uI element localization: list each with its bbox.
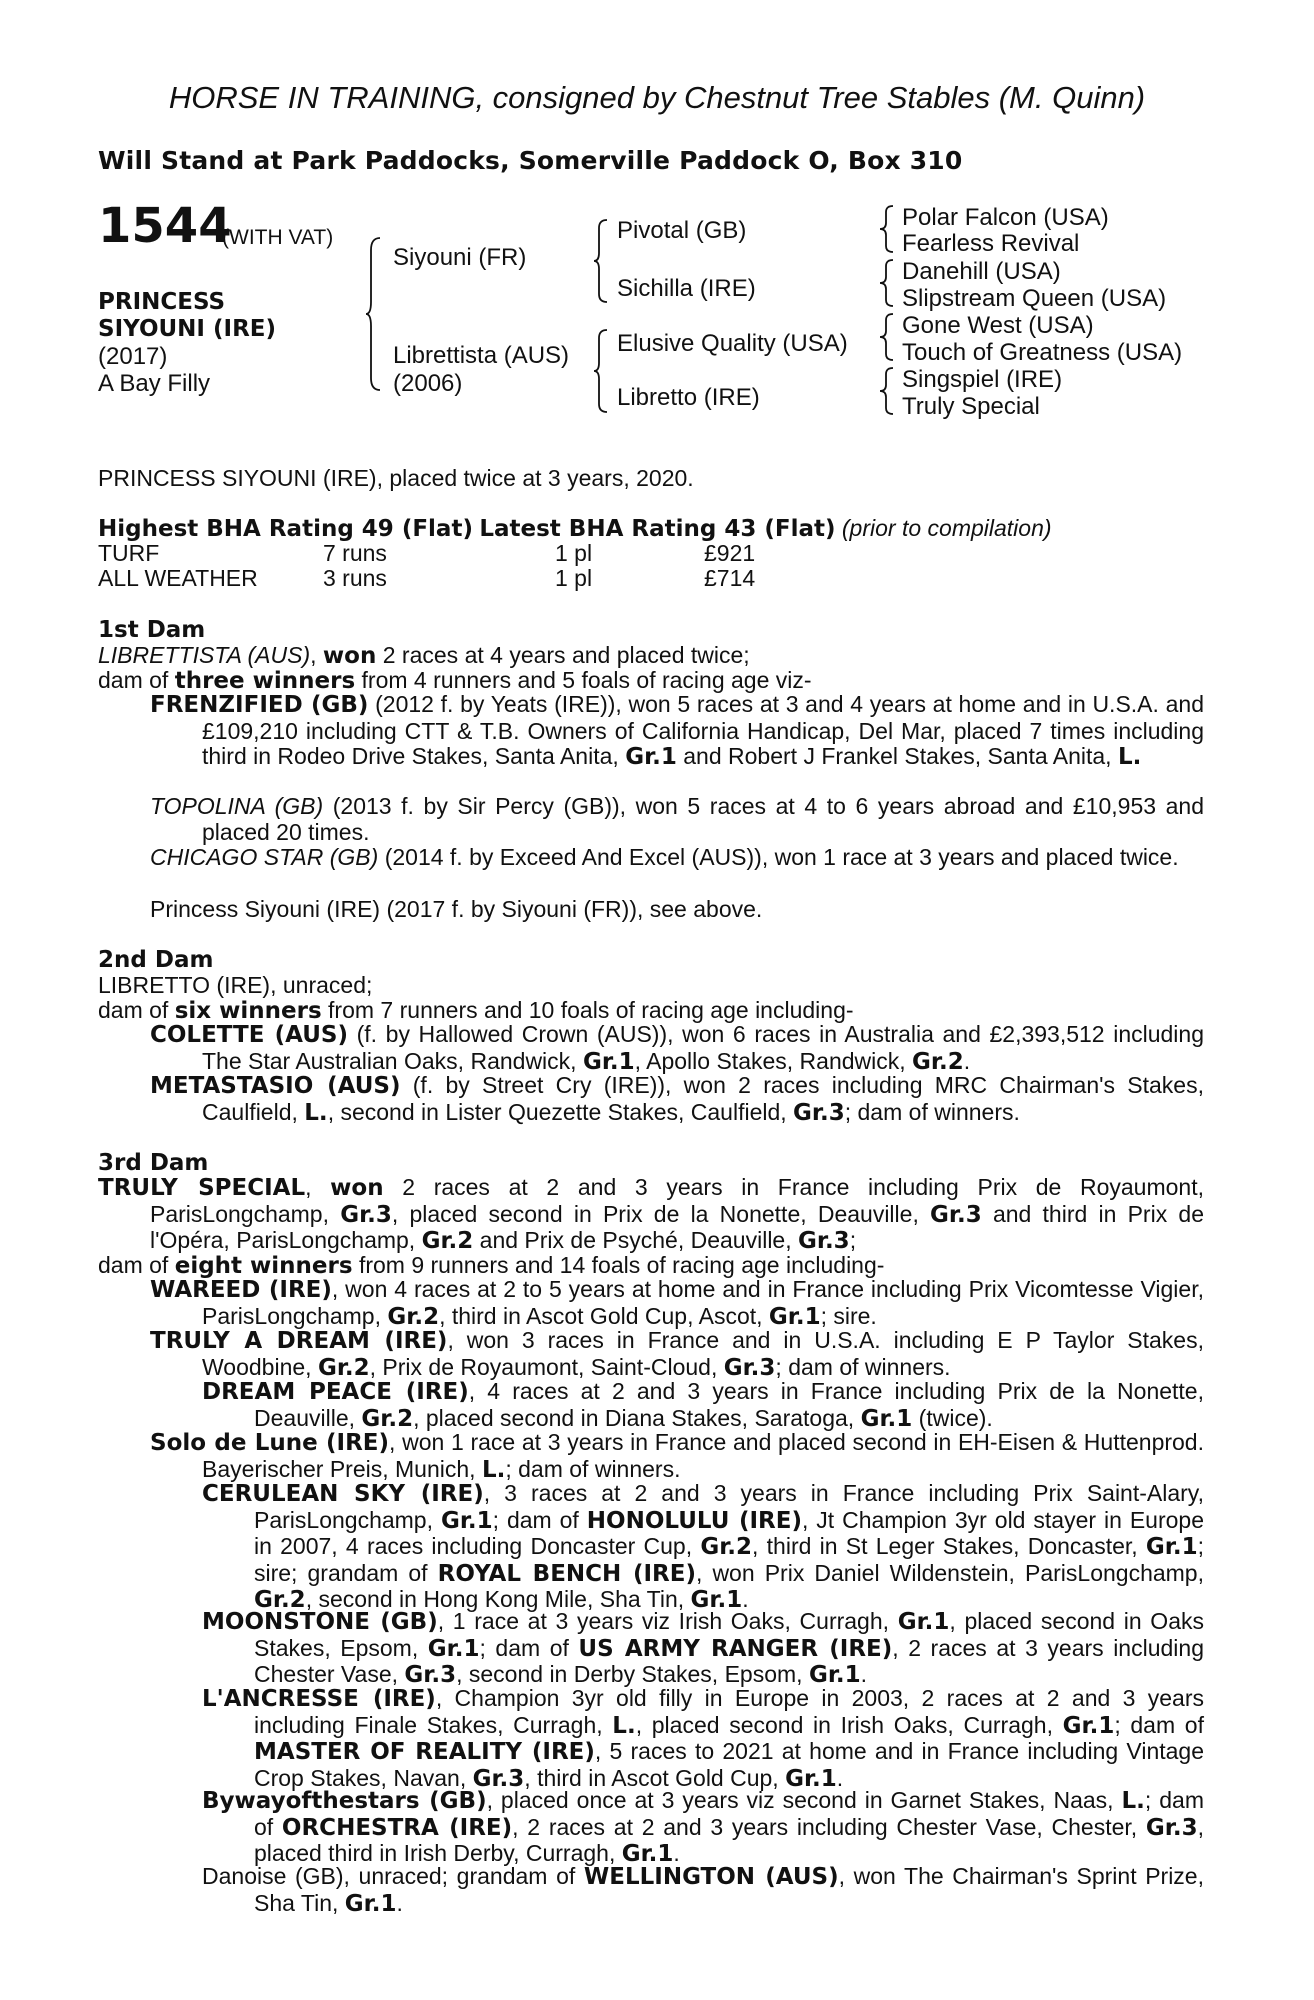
produce-text: Danoise (GB), unraced; grandam of bbox=[202, 1863, 584, 1889]
pedigree-dam-sire: Elusive Quality (USA) bbox=[617, 330, 848, 357]
dam1-won: won bbox=[322, 643, 377, 669]
record-earnings-turf: £921 bbox=[704, 540, 756, 566]
pedigree-g5: Gone West (USA) bbox=[902, 312, 1094, 339]
produce-text: ; dam of bbox=[479, 1634, 579, 1661]
dam3-produce-dream-peace bbox=[202, 1379, 1204, 1432]
grade-label: Gr.1 bbox=[440, 1507, 493, 1534]
pedigree-g7: Singspiel (IRE) bbox=[902, 366, 1063, 393]
produce-text: , third in Ascot Gold Cup, bbox=[524, 1764, 786, 1791]
page-title: HORSE IN TRAINING, consigned by Chestnut Tree Stables (M. Quinn) bbox=[168, 80, 1146, 115]
produce-text: . bbox=[836, 1764, 844, 1791]
produce-text: ; dam of bbox=[1114, 1711, 1204, 1738]
grade-label: L. bbox=[1121, 1788, 1145, 1814]
pedigree-g8: Truly Special bbox=[902, 393, 1040, 420]
grade-label: Gr.1 bbox=[897, 1609, 950, 1635]
rating-note: (prior to compilation) bbox=[841, 515, 1052, 541]
dam1-line2-rest: from 4 runners and 5 foals of racing age viz- bbox=[355, 667, 812, 693]
pedigree-brace-g1 bbox=[880, 204, 896, 254]
produce-name: WELLINGTON (AUS) bbox=[583, 1864, 839, 1890]
produce-text: ; sire; grandam of bbox=[254, 1533, 1204, 1586]
produce-text: , Prix de Royaumont, Saint-Cloud, bbox=[369, 1353, 724, 1380]
produce-name: US ARMY RANGER (IRE) bbox=[578, 1635, 893, 1662]
grade-label: L. bbox=[481, 1456, 506, 1483]
dam2-winners: six winners bbox=[174, 998, 322, 1024]
dam1-heading: 1st Dam bbox=[98, 617, 206, 643]
dam1-winners: three winners bbox=[174, 668, 356, 694]
record-surface-aw: ALL WEATHER bbox=[98, 565, 258, 591]
produce-text: and Robert J Frankel Stakes, Santa Anita, bbox=[676, 743, 1118, 769]
dam2-dam-of: dam of bbox=[98, 997, 175, 1023]
grade-label: Gr.3 bbox=[340, 1201, 392, 1228]
produce-name: Solo de Lune (IRE) bbox=[150, 1430, 390, 1456]
produce-text: , placed third in Irish Derby, Curragh, bbox=[254, 1813, 1204, 1866]
grade-label: Gr.3 bbox=[793, 1099, 845, 1126]
grade-label: Gr.1 bbox=[1145, 1534, 1198, 1560]
produce-text: , placed once at 3 years viz second in Garnet Stakes, Naas, bbox=[486, 1787, 1122, 1813]
grade-label: Gr.3 bbox=[404, 1662, 457, 1688]
pedigree-brace-main bbox=[366, 236, 384, 392]
grade-label: Gr.1 bbox=[621, 1841, 674, 1867]
horse-description: A Bay Filly bbox=[98, 370, 211, 397]
produce-name: METASTASIO (AUS) bbox=[150, 1073, 401, 1099]
dam2-heading: 2nd Dam bbox=[98, 947, 214, 973]
pedigree-g4: Slipstream Queen (USA) bbox=[902, 285, 1167, 312]
produce-name: TRULY A DREAM (IRE) bbox=[150, 1328, 448, 1354]
dam3-produce-bywayofthestars bbox=[202, 1788, 1204, 1868]
produce-text: , second in Derby Stakes, Epsom, bbox=[456, 1661, 809, 1687]
pedigree-sire-sire: Pivotal (GB) bbox=[617, 217, 747, 244]
produce-text: , won 4 races at 2 to 5 years at home and in France including Prix Vicomtesse Vigier, ParisLongchamp, bbox=[202, 1276, 1204, 1329]
dam3-text: 2 races at 2 and 3 years in France including Prix de Royaumont, ParisLongchamp, bbox=[150, 1174, 1204, 1227]
record-runs-aw: 3 runs bbox=[323, 565, 387, 591]
dam2-produce-colette bbox=[150, 1022, 1204, 1075]
grade-label: Gr.1 bbox=[860, 1405, 913, 1432]
dam1-dam-of: dam of bbox=[98, 667, 175, 693]
rating-latest: Latest BHA Rating 43 (Flat) bbox=[479, 516, 836, 542]
dam3-heading: 3rd Dam bbox=[98, 1150, 209, 1176]
dam1-produce-chicago bbox=[150, 845, 1204, 871]
produce-name: MASTER OF REALITY (IRE) bbox=[254, 1739, 595, 1765]
dam3-text: ; bbox=[849, 1227, 857, 1253]
record-placed-aw: 1 pl bbox=[555, 565, 593, 591]
horse-name-line1: PRINCESS bbox=[98, 289, 226, 315]
produce-text: . bbox=[963, 1047, 971, 1074]
dam2-produce-metastasio bbox=[150, 1073, 1204, 1126]
pedigree-dam-dam: Libretto (IRE) bbox=[617, 384, 760, 411]
dam3-text: , placed second in Prix de la Nonette, Deauville, bbox=[391, 1200, 931, 1227]
pedigree-brace-dam bbox=[594, 328, 610, 414]
produce-name: Bywayofthestars (GB) bbox=[202, 1788, 487, 1814]
rating-line bbox=[98, 515, 1052, 542]
grade-label: Gr.3 bbox=[930, 1201, 982, 1228]
produce-text: , won The Chairman's Sprint Prize, Sha Tin, bbox=[254, 1863, 1204, 1916]
produce-name: WAREED (IRE) bbox=[150, 1277, 332, 1303]
produce-text: , placed second in Oaks Stakes, Epsom, bbox=[254, 1608, 1204, 1661]
grade-label: Gr.3 bbox=[1145, 1814, 1198, 1841]
dam3-winners: eight winners bbox=[174, 1253, 353, 1279]
produce-name: L'ANCRESSE (IRE) bbox=[202, 1686, 436, 1712]
produce-text: , 2 races at 2 and 3 years including Chester Vase, Chester, bbox=[512, 1813, 1146, 1840]
produce-text: ; sire. bbox=[820, 1302, 877, 1329]
dam3-produce-moonstone bbox=[202, 1609, 1204, 1689]
dam3-produce-lancresse bbox=[202, 1686, 1204, 1792]
pedigree-g3: Danehill (USA) bbox=[902, 258, 1061, 285]
grade-label: Gr.1 bbox=[344, 1890, 397, 1917]
dam1-line1-rest: 2 races at 4 years and placed twice; bbox=[376, 642, 750, 668]
grade-label: Gr.2 bbox=[912, 1048, 964, 1075]
grade-label: Gr.2 bbox=[700, 1534, 753, 1560]
grade-label: Gr.1 bbox=[690, 1587, 743, 1613]
grade-label: Gr.1 bbox=[785, 1765, 837, 1792]
produce-text: . bbox=[742, 1586, 749, 1612]
performance-summary: PRINCESS SIYOUNI (IRE), placed twice at 3 years, 2020. bbox=[98, 465, 694, 491]
record-placed-turf: 1 pl bbox=[555, 540, 593, 566]
produce-name: CHICAGO STAR (GB) bbox=[150, 844, 379, 870]
produce-text: ; dam of winners. bbox=[775, 1353, 951, 1380]
produce-text: (f. by Street Cry (IRE)), won 2 races including MRC Chairman's Stakes, Caulfield, bbox=[202, 1072, 1204, 1125]
record-runs-turf: 7 runs bbox=[323, 540, 387, 566]
produce-text: . bbox=[673, 1840, 680, 1866]
produce-text: , 3 races at 2 and 3 years in France including Prix Saint-Alary, ParisLongchamp, bbox=[254, 1480, 1204, 1533]
dam3-dam-of bbox=[98, 1252, 884, 1279]
produce-text: , placed second in Diana Stakes, Saratoga, bbox=[413, 1404, 861, 1431]
separator: , bbox=[305, 1174, 331, 1200]
grade-label: Gr.2 bbox=[387, 1303, 440, 1330]
produce-name: MOONSTONE (GB) bbox=[202, 1609, 438, 1635]
grade-label: Gr.1 bbox=[582, 1048, 635, 1075]
grade-label: Gr.2 bbox=[254, 1587, 306, 1613]
grade-label: Gr.1 bbox=[625, 744, 677, 770]
pedigree-brace-g4 bbox=[880, 366, 896, 416]
produce-text: (2013 f. by Sir Percy (GB)), won 5 races at 4 to 6 years abroad and £10,953 and placed 20 times. bbox=[202, 793, 1204, 845]
produce-text: . bbox=[860, 1661, 868, 1687]
dam3-name: TRULY SPECIAL bbox=[98, 1175, 306, 1201]
dam3-dam-of-c: from 9 runners and 14 foals of racing age including- bbox=[352, 1252, 885, 1278]
dam2-line2 bbox=[98, 997, 854, 1024]
dam3-text: and third in Prix de l'Opéra, ParisLongchamp, bbox=[150, 1200, 1204, 1253]
grade-label: Gr.1 bbox=[427, 1635, 480, 1662]
dam3-produce-truly-a-dream bbox=[150, 1328, 1204, 1381]
produce-text: ; dam of winners. bbox=[505, 1455, 681, 1482]
produce-text: , won 3 races in France and in U.S.A. including E P Taylor Stakes, Woodbine, bbox=[202, 1327, 1204, 1380]
produce-text: , 1 race at 3 years viz Irish Oaks, Curragh, bbox=[437, 1608, 898, 1634]
produce-name: TOPOLINA (GB) bbox=[150, 793, 324, 819]
dam1-produce-frenzified bbox=[150, 692, 1204, 771]
dam3-dam-of-a: dam of bbox=[98, 1252, 175, 1278]
horse-year: (2017) bbox=[98, 343, 168, 370]
dam3-produce-solo-de-lune bbox=[150, 1430, 1204, 1483]
produce-name: ORCHESTRA (IRE) bbox=[281, 1814, 513, 1841]
produce-text: , 4 races at 2 and 3 years in France including Prix de la Nonette, Deauville, bbox=[254, 1378, 1204, 1431]
produce-text: , 2 races at 3 years including Chester Vase, bbox=[254, 1634, 1204, 1687]
pedigree-brace-g3 bbox=[880, 312, 896, 362]
produce-text: ; dam of bbox=[254, 1787, 1205, 1840]
produce-text: , won 1 race at 3 years in France and placed second in EH-Eisen & Huttenprod. Bayerischer Preis, Munich, bbox=[202, 1429, 1204, 1482]
produce-text: , 5 races to 2021 at home and in France including Vintage Crop Stakes, Navan, bbox=[254, 1738, 1204, 1791]
produce-text: (f. by Hallowed Crown (AUS)), won 6 races in Australia and £2,393,512 including The Star Australian Oaks, Randwick, bbox=[202, 1021, 1204, 1074]
pedigree-g2: Fearless Revival bbox=[902, 230, 1080, 257]
pedigree-brace-g2 bbox=[880, 258, 896, 308]
produce-name: ROYAL BENCH (IRE) bbox=[437, 1560, 696, 1587]
dam1-line2 bbox=[98, 667, 812, 694]
pedigree-sire: Siyouni (FR) bbox=[393, 244, 527, 271]
grade-label: Gr.2 bbox=[317, 1354, 370, 1381]
produce-text: , Apollo Stakes, Randwick, bbox=[634, 1047, 913, 1074]
produce-text: , third in St Leger Stakes, Doncaster, bbox=[752, 1533, 1146, 1559]
grade-label: Gr.1 bbox=[808, 1662, 861, 1688]
produce-text: , third in Ascot Gold Cup, Ascot, bbox=[439, 1302, 769, 1329]
dam2-line2-rest: from 7 runners and 10 foals of racing age including- bbox=[321, 997, 854, 1023]
rating-highest: Highest BHA Rating 49 (Flat) bbox=[98, 516, 473, 542]
stand-location: Will Stand at Park Paddocks, Somerville Paddock O, Box 310 bbox=[98, 146, 963, 175]
grade-label: L. bbox=[612, 1712, 636, 1739]
grade-label: Gr.2 bbox=[361, 1405, 414, 1432]
dam3-produce-danoise bbox=[202, 1864, 1204, 1917]
pedigree-brace-sire bbox=[594, 218, 610, 304]
produce-text: , Jt Champion 3yr old stayer in Europe in 2007, 4 races including Doncaster Cup, bbox=[254, 1506, 1204, 1559]
dam3-text: and Prix de Psyché, Deauville, bbox=[473, 1227, 798, 1253]
lot-vat: (WITH VAT) bbox=[222, 226, 334, 249]
record-earnings-aw: £714 bbox=[704, 565, 756, 591]
grade-label: Gr.1 bbox=[768, 1303, 821, 1330]
produce-text: , Champion 3yr old filly in Europe in 2003, 2 races at 2 and 3 years including Finale Stakes, Curragh, bbox=[254, 1685, 1204, 1738]
dam1-produce-topolina bbox=[150, 794, 1204, 845]
grade-label: Gr.2 bbox=[421, 1228, 474, 1254]
pedigree-g1: Polar Falcon (USA) bbox=[902, 204, 1109, 231]
produce-text: ; dam of bbox=[492, 1506, 587, 1533]
produce-name: DREAM PEACE (IRE) bbox=[202, 1379, 469, 1405]
produce-text: . bbox=[396, 1889, 403, 1916]
grade-label: Gr.3 bbox=[798, 1228, 850, 1254]
produce-text: , second in Lister Quezette Stakes, Caulfield, bbox=[327, 1098, 794, 1125]
dam1-name: LIBRETTISTA (AUS) bbox=[98, 642, 311, 668]
dam3-produce-cerulean-sky bbox=[202, 1481, 1204, 1614]
produce-text: (2014 f. by Exceed And Excel (AUS)), won 1 race at 3 years and placed twice. bbox=[378, 844, 1179, 870]
produce-text: , placed second in Irish Oaks, Curragh, bbox=[635, 1711, 1063, 1738]
pedigree-dam-year: (2006) bbox=[393, 370, 463, 397]
dam3-produce-wareed bbox=[150, 1277, 1204, 1330]
pedigree-dam: Librettista (AUS) bbox=[393, 342, 570, 369]
horse-name-line2: SIYOUNI (IRE) bbox=[98, 316, 277, 342]
grade-label: Gr.1 bbox=[1062, 1712, 1115, 1739]
produce-text: (2012 f. by Yeats (IRE)), won 5 races at 3 and 4 years at home and in U.S.A. and £109,210 including CTT & T.B. Owners of California Handicap, Del Mar, placed 7 times including third in Rodeo Drive Stakes, Santa Anita, bbox=[202, 691, 1204, 769]
pedigree-g6: Touch of Greatness (USA) bbox=[902, 339, 1183, 366]
produce-name: HONOLULU (IRE) bbox=[586, 1507, 802, 1534]
produce-text: , second in Hong Kong Mile, Sha Tin, bbox=[305, 1586, 691, 1612]
pedigree-sire-dam: Sichilla (IRE) bbox=[617, 275, 756, 302]
produce-text: , won Prix Daniel Wildenstein, ParisLongchamp, bbox=[695, 1559, 1204, 1586]
produce-text: (twice). bbox=[912, 1404, 993, 1431]
produce-name: COLETTE (AUS) bbox=[150, 1022, 348, 1048]
dam2-line1: LIBRETTO (IRE), unraced; bbox=[98, 972, 373, 998]
record-surface-turf: TURF bbox=[98, 540, 160, 566]
grade-label: Gr.3 bbox=[723, 1354, 776, 1381]
produce-name: CERULEAN SKY (IRE) bbox=[202, 1481, 484, 1507]
dam3-won: won bbox=[330, 1175, 384, 1201]
dam3-intro bbox=[98, 1175, 1204, 1255]
produce-text: ; dam of winners. bbox=[844, 1098, 1020, 1125]
produce-name: FRENZIFIED (GB) bbox=[150, 692, 369, 718]
grade-label: Gr.3 bbox=[472, 1765, 525, 1792]
lot-number: 1544 bbox=[98, 198, 232, 254]
dam1-produce-princess: Princess Siyouni (IRE) (2017 f. by Siyouni (FR)), see above. bbox=[150, 896, 763, 922]
grade-label: L. bbox=[1117, 744, 1142, 770]
dam1-line1: LIBRETTISTA (AUS), won 2 races at 4 years and placed twice; bbox=[98, 642, 750, 669]
grade-label: L. bbox=[304, 1099, 328, 1126]
